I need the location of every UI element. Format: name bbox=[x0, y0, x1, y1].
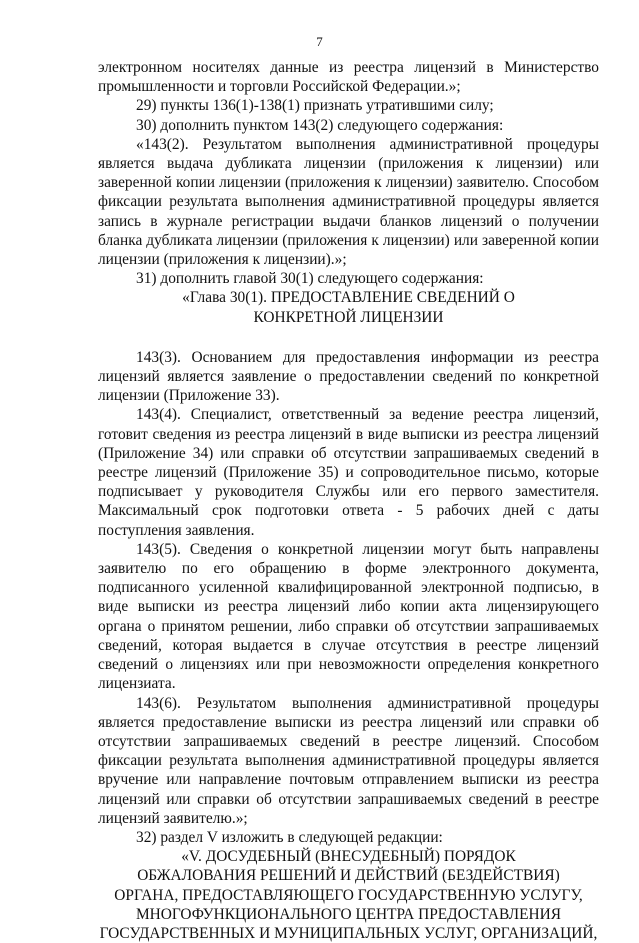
section-v-heading-line-4: МНОГОФУНКЦИОНАЛЬНОГО ЦЕНТРА ПРЕДОСТАВЛЕНИЯ bbox=[135, 905, 562, 923]
item-32: 32) раздел V изложить в следующей редакции: bbox=[136, 828, 443, 846]
paragraph-continuation: электронном носителях данные из реестра лицензий в Министерство промышленности и торговли Российской Федерации.»; bbox=[98, 59, 599, 96]
document-body bbox=[98, 58, 599, 943]
chapter-heading-line-2: КОНКРЕТНОЙ ЛИЦЕНЗИИ bbox=[253, 308, 444, 326]
item-31: 31) дополнить главой 30(1) следующего содержания: bbox=[136, 270, 484, 288]
item-30: 30) дополнить пунктом 143(2) следующего содержания: bbox=[136, 116, 504, 134]
clause-143-2: «143(2). Результатом выполнения административной процедуры является выдача дубликата лицензии (приложения к лицензии) или заверенной копии лицензии (приложения к лицензии) заявителю. Способом фиксации результата выполнения административной процедуры является запись в журнале регистрации выдачи бланков лицензий о получении бланка дубликата лицензии (приложения к лицензии) или заверенной копии лицензии (приложения к лицензии).»; bbox=[98, 135, 599, 269]
spacer bbox=[98, 327, 599, 348]
clause-143-4: 143(4). Специалист, ответственный за ведение реестра лицензий, готовит сведения из реестра лицензий в виде выписки из реестра лицензий (Приложение 34) или справки об отсутствии запрашиваемых сведений в реестре лицензий (Приложение 35) и сопроводительное письмо, которые подписывает у руководителя Службы или его первого заместителя. Максимальный срок подготовки ответа - 5 рабочих дней с даты поступления заявления. bbox=[98, 406, 599, 539]
section-v-heading-line-1: «V. ДОСУДЕБНЫЙ (ВНЕСУДЕБНЫЙ) ПОРЯДОК bbox=[181, 848, 516, 866]
clause-143-5: 143(5). Сведения о конкретной лицензии могут быть направлены заявителю по его обращению в форме электронного документа, подписанного усиленной квалифицированной электронной подписью, в виде выписки из реестра лицензий либо копии акта лицензирующего органа о принятом решении, либо справки об отсутствии запрашиваемых сведений, которая выдается в случае отсутствия в реестре лицензий сведений о лицензиях или при невозможности определения конкретного лицензиата. bbox=[98, 540, 599, 693]
chapter-heading-line-1: «Глава 30(1). ПРЕДОСТАВЛЕНИЕ СВЕДЕНИЙ О bbox=[182, 289, 515, 307]
page-number: 7 bbox=[316, 34, 323, 49]
section-v-heading-line-5: ГОСУДАРСТВЕННЫХ И МУНИЦИПАЛЬНЫХ УСЛУГ, ОРГАНИЗАЦИЙ, bbox=[99, 924, 598, 942]
item-29: 29) пункты 136(1)-138(1) признать утратившими силу; bbox=[136, 97, 494, 115]
section-v-heading-line-2: ОБЖАЛОВАНИЯ РЕШЕНИЙ И ДЕЙСТВИЙ (БЕЗДЕЙСТВИЯ) bbox=[137, 867, 560, 885]
clause-143-6: 143(6). Результатом выполнения административной процедуры является предоставление выписки из реестра лицензий или справки об отсутствии запрашиваемых сведений в реестре лицензий. Способом фиксации результата выполнения административной процедуры является вручение или направление почтовым отправлением выписки из реестра лицензий или справки об отсутствии запрашиваемых сведений в реестре лицензий заявителю.»; bbox=[98, 694, 599, 827]
section-v-heading-line-3: ОРГАНА, ПРЕДОСТАВЛЯЮЩЕГО ГОСУДАРСТВЕННУЮ УСЛУГУ, bbox=[114, 886, 583, 904]
clause-143-3: 143(3). Основанием для предоставления информации из реестра лицензий является заявление о предоставлении сведений по конкретной лицензии (Приложение 33). bbox=[98, 348, 599, 405]
